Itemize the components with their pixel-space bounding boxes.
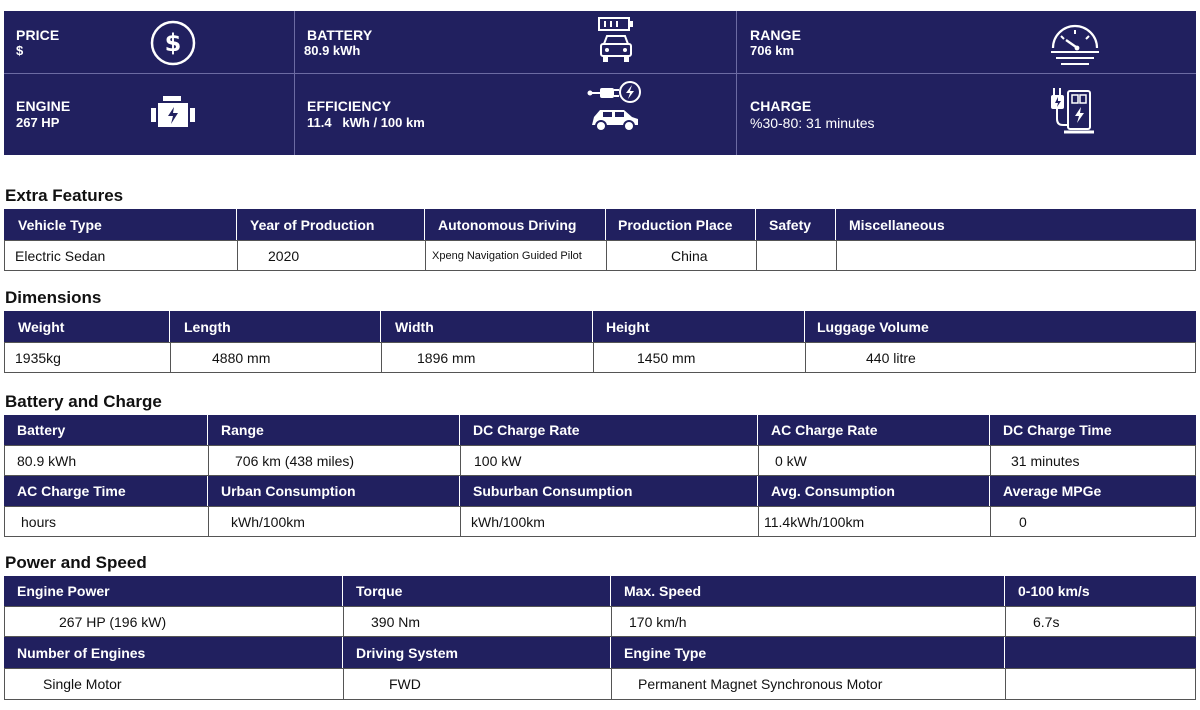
column-header: Avg. Consumption xyxy=(758,476,990,506)
gauge-icon xyxy=(1048,16,1102,70)
table-cell: Single Motor xyxy=(5,669,344,699)
charge-value: %30-80: 31 minutes xyxy=(750,115,875,131)
table-row xyxy=(4,240,1196,271)
column-header: Number of Engines xyxy=(4,637,343,668)
column-header: Max. Speed xyxy=(611,576,1005,606)
column-header: Suburban Consumption xyxy=(460,476,758,506)
summary-banner xyxy=(4,11,1196,155)
table-header-row xyxy=(4,476,1196,506)
section-title-dimensions: Dimensions xyxy=(5,288,102,307)
table-row xyxy=(4,606,1196,637)
column-header: AC Charge Rate xyxy=(758,415,990,445)
table-cell: 2020 xyxy=(238,241,426,270)
table-cell: 0 kW xyxy=(759,446,991,475)
table-cell: 4880 mm xyxy=(171,343,382,372)
table-cell: 100 kW xyxy=(461,446,759,475)
column-header: Vehicle Type xyxy=(4,209,237,240)
table-cell: 80.9 kWh xyxy=(5,446,209,475)
column-header: Range xyxy=(208,415,460,445)
column-header: Torque xyxy=(343,576,611,606)
table-cell xyxy=(1006,669,1197,699)
dollar-icon xyxy=(149,19,197,67)
svg-text:$: $ xyxy=(164,29,182,57)
table-cell: Xpeng Navigation Guided Pilot xyxy=(426,241,607,270)
table-cell: 390 Nm xyxy=(344,607,612,636)
table-cell: 11.4kWh/100km xyxy=(759,507,991,536)
table-cell: FWD xyxy=(344,669,612,699)
column-header: Safety xyxy=(756,209,836,240)
section-title-extra-features: Extra Features xyxy=(5,186,124,205)
car-battery-icon xyxy=(596,16,636,68)
table-cell: 1450 mm xyxy=(594,343,806,372)
table-row xyxy=(4,342,1196,373)
dimensions-table xyxy=(4,311,1196,373)
table-row xyxy=(4,445,1196,476)
table-cell: 706 km (438 miles) xyxy=(209,446,461,475)
range-value: 706 km xyxy=(750,43,795,58)
charge-label: CHARGE xyxy=(750,98,812,114)
table-cell: 1935kg xyxy=(5,343,171,372)
column-header: Driving System xyxy=(343,637,611,668)
column-header: Width xyxy=(381,311,593,342)
table-row xyxy=(4,668,1196,700)
table-cell: 1896 mm xyxy=(382,343,594,372)
table-cell: hours xyxy=(5,507,209,536)
table-header-row xyxy=(4,637,1196,668)
column-header: Luggage Volume xyxy=(817,318,929,335)
table-cell: 267 HP (196 kW) xyxy=(5,607,344,636)
summary-efficiency xyxy=(294,73,736,155)
charging-station-icon xyxy=(1048,85,1098,137)
column-header: Engine Type xyxy=(611,637,1005,668)
column-header xyxy=(1005,637,1196,668)
battery-label: BATTERY xyxy=(307,27,373,43)
summary-charge xyxy=(736,73,1196,155)
battery-charge-table xyxy=(4,415,1196,537)
column-header: DC Charge Rate xyxy=(460,415,758,445)
efficiency-value: 11.4 kWh / 100 km xyxy=(307,115,425,130)
table-header-row xyxy=(4,576,1196,606)
column-header: Battery xyxy=(4,415,208,445)
header-filler xyxy=(1016,209,1196,240)
table-cell: Electric Sedan xyxy=(5,241,238,270)
column-header: Autonomous Driving xyxy=(425,209,606,240)
table-header-row xyxy=(4,209,1016,240)
engine-label: ENGINE xyxy=(16,98,71,114)
table-header-row xyxy=(4,415,1196,445)
summary-price xyxy=(4,11,294,73)
power-speed-table xyxy=(4,576,1196,700)
table-cell: China xyxy=(607,241,757,270)
table-header-row xyxy=(4,311,1196,342)
summary-battery xyxy=(294,11,736,73)
column-header: Year of Production xyxy=(237,209,425,240)
section-title-power-speed: Power and Speed xyxy=(5,553,147,572)
price-value: $ xyxy=(16,43,24,58)
electric-car-icon xyxy=(586,79,644,135)
table-cell: 440 litre xyxy=(866,349,916,366)
table-row xyxy=(4,506,1196,537)
table-cell xyxy=(837,241,1017,270)
table-cell: kWh/100km xyxy=(461,507,759,536)
table-cell: 6.7s xyxy=(1033,613,1060,630)
engine-icon xyxy=(147,93,199,133)
summary-engine xyxy=(4,73,294,155)
column-header: Height xyxy=(593,311,805,342)
column-header: Engine Power xyxy=(4,576,343,606)
column-header: 0-100 km/s xyxy=(1018,583,1090,599)
column-header: Weight xyxy=(4,311,170,342)
summary-range xyxy=(736,11,1196,73)
range-label: RANGE xyxy=(750,27,802,43)
efficiency-label: EFFICIENCY xyxy=(307,98,392,114)
battery-value: 80.9 kWh xyxy=(304,43,361,58)
column-header: Length xyxy=(170,311,381,342)
table-cell: kWh/100km xyxy=(209,507,461,536)
column-header: Average MPGe xyxy=(1003,483,1102,499)
column-header: AC Charge Time xyxy=(4,476,208,506)
table-cell: 0 xyxy=(1019,513,1027,530)
column-header: Urban Consumption xyxy=(208,476,460,506)
table-cell: 170 km/h xyxy=(612,607,1006,636)
column-header: DC Charge Time xyxy=(1003,422,1112,438)
section-title-battery-charge: Battery and Charge xyxy=(5,392,162,411)
column-header: Production Place xyxy=(606,209,756,240)
table-cell: 31 minutes xyxy=(1011,452,1080,469)
engine-value: 267 HP xyxy=(16,115,60,130)
column-header: Miscellaneous xyxy=(849,216,945,233)
table-cell: Permanent Magnet Synchronous Motor xyxy=(612,669,1006,699)
price-label: PRICE xyxy=(16,27,60,43)
table-cell xyxy=(757,241,837,270)
extra-features-table xyxy=(4,209,1196,271)
